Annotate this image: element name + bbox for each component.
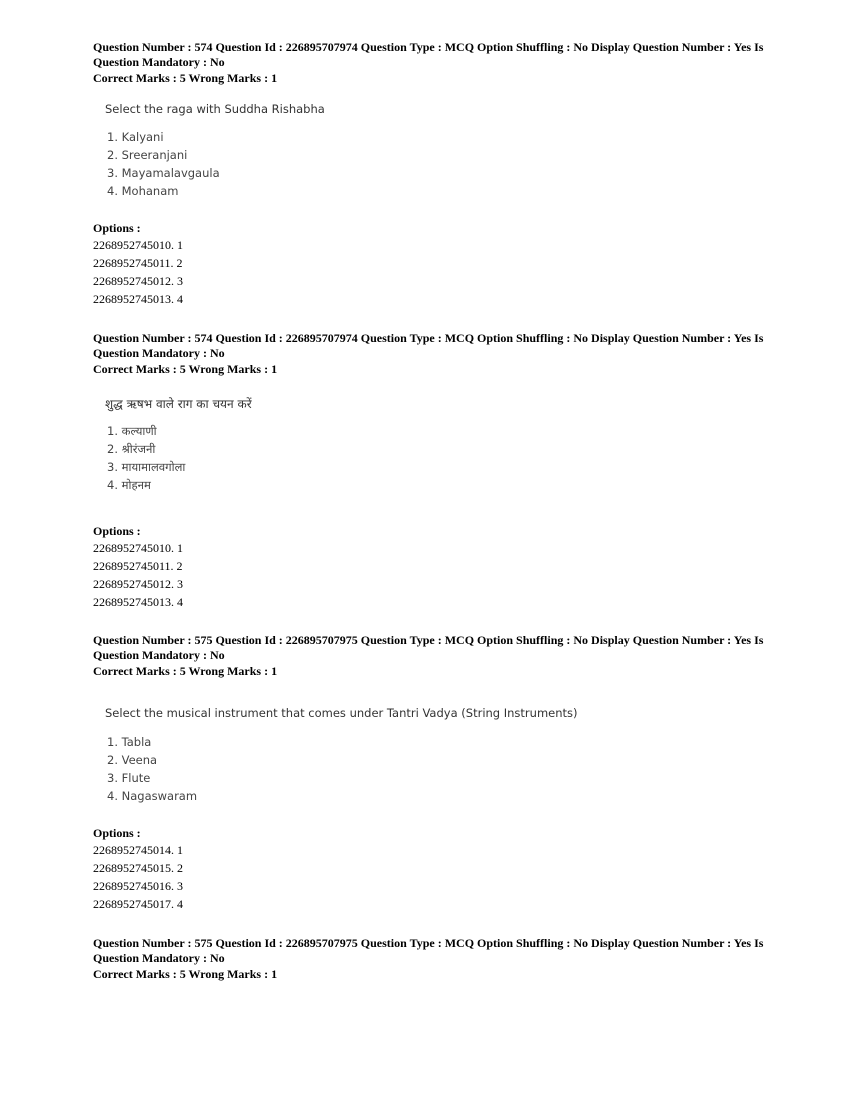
question-block-574-hi [93,331,793,494]
question-meta: Question Number : 574 Question Id : 226895707974 Question Type : MCQ Option Shuffling : No Display Question Number : Yes Is Question Mandatory : No [93,40,764,69]
question-block-575-hi [93,936,793,982]
option-item: 2268952745010. 1 [93,541,183,555]
choice-item: 4. Mohanam [107,184,179,198]
option-item: 2268952745016. 3 [93,879,183,893]
options-title: Options : [93,524,141,538]
options-title: Options : [93,826,141,840]
option-item: 2268952745013. 4 [93,595,183,609]
question-text: Select the raga with Suddha Rishabha [105,102,325,116]
question-header [93,40,793,86]
option-item: 2268952745011. 2 [93,256,183,270]
choice-item: 2. Sreeranjani [107,148,188,162]
question-text: Select the musical instrument that comes under Tantri Vadya (String Instruments) [105,706,578,720]
question-text: शुद्ध ऋषभ वाले राग का चयन करें [105,397,252,411]
question-meta: Question Number : 575 Question Id : 226895707975 Question Type : MCQ Option Shuffling : No Display Question Number : Yes Is Question Mandatory : No [93,633,764,662]
option-item: 2268952745012. 3 [93,577,183,591]
choice-list [107,128,793,200]
question-header [93,633,793,679]
question-marks: Correct Marks : 5 Wrong Marks : 1 [93,664,278,678]
options-block-574-en [93,221,793,308]
question-header [93,331,793,377]
choice-list [107,422,793,494]
option-item: 2268952745015. 2 [93,861,183,875]
choice-item: 1. Tabla [107,735,152,749]
question-block-575-en [93,633,793,805]
options-title: Options : [93,221,141,235]
question-marks: Correct Marks : 5 Wrong Marks : 1 [93,967,278,981]
choice-item: 3. Mayamalavgaula [107,166,220,180]
option-item: 2268952745012. 3 [93,274,183,288]
choice-item: 4. मोहनम [107,478,151,492]
options-block-574-hi [93,524,793,611]
options-block-575-en [93,826,793,913]
question-block-574-en [93,40,793,200]
option-item: 2268952745010. 1 [93,238,183,252]
choice-item: 4. Nagaswaram [107,789,198,803]
question-meta: Question Number : 575 Question Id : 226895707975 Question Type : MCQ Option Shuffling : No Display Question Number : Yes Is Question Mandatory : No [93,936,764,965]
choice-list [107,733,793,805]
question-marks: Correct Marks : 5 Wrong Marks : 1 [93,362,278,376]
choice-item: 3. मायामालवगोला [107,460,186,474]
choice-item: 2. श्रीरंजनी [107,442,156,456]
option-item: 2268952745017. 4 [93,897,183,911]
option-item: 2268952745014. 1 [93,843,183,857]
choice-item: 1. Kalyani [107,130,164,144]
choice-item: 3. Flute [107,771,151,785]
option-item: 2268952745011. 2 [93,559,183,573]
question-marks: Correct Marks : 5 Wrong Marks : 1 [93,71,278,85]
choice-item: 2. Veena [107,753,158,767]
option-item: 2268952745013. 4 [93,292,183,306]
question-meta: Question Number : 574 Question Id : 226895707974 Question Type : MCQ Option Shuffling : No Display Question Number : Yes Is Question Mandatory : No [93,331,764,360]
choice-item: 1. कल्याणी [107,424,157,438]
question-header [93,936,793,982]
